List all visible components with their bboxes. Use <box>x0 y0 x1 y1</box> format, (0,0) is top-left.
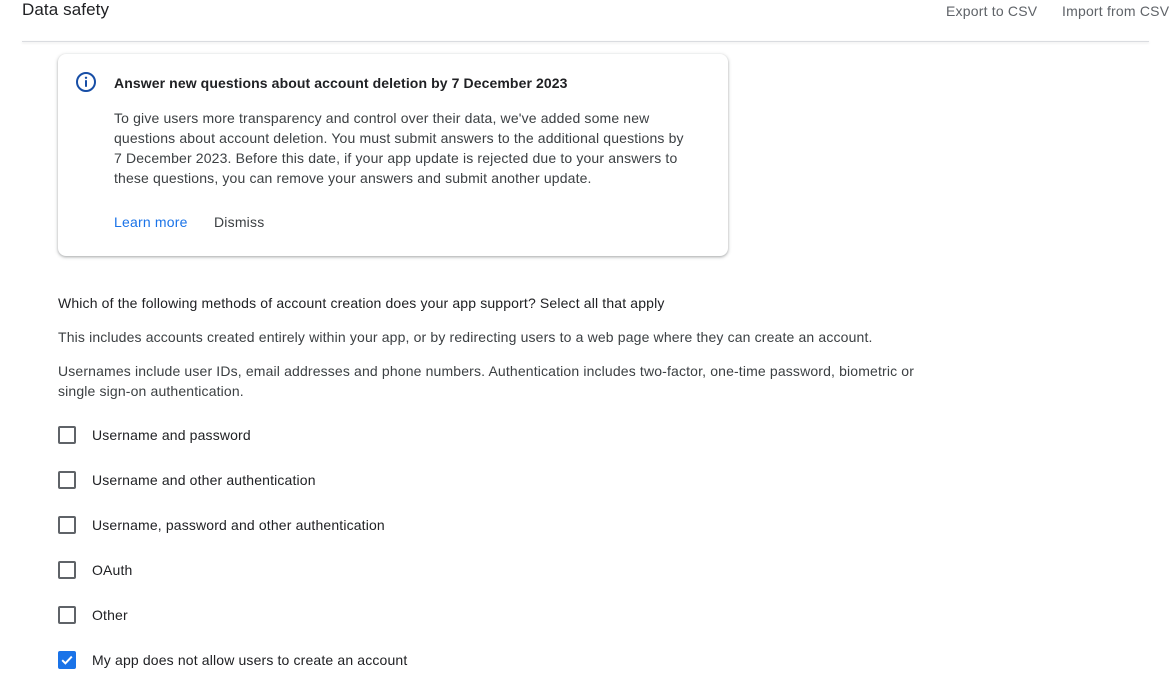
account-deletion-banner <box>58 54 728 256</box>
banner-title: Answer new questions about account deletion by 7 December 2023 <box>114 75 568 91</box>
option-label: Username, password and other authentication <box>92 517 385 533</box>
checkbox[interactable] <box>58 471 76 489</box>
export-csv-button[interactable]: Export to CSV <box>946 3 1038 19</box>
option-username-password[interactable] <box>58 423 251 447</box>
import-csv-button[interactable]: Import from CSV <box>1062 3 1169 19</box>
option-username-other-auth[interactable] <box>58 468 316 492</box>
option-other[interactable] <box>58 603 128 627</box>
checkbox[interactable] <box>58 606 76 624</box>
option-label: My app does not allow users to create an account <box>92 652 408 668</box>
option-label: Username and password <box>92 427 251 443</box>
account-creation-question: Which of the following methods of account creation does your app support? Select all that apply <box>58 295 665 311</box>
option-username-password-other-auth[interactable] <box>58 513 385 537</box>
checkbox[interactable] <box>58 516 76 534</box>
option-label: Username and other authentication <box>92 472 316 488</box>
dismiss-button[interactable]: Dismiss <box>214 214 265 230</box>
page-header <box>0 0 1169 42</box>
header-divider <box>22 41 1149 42</box>
checkbox[interactable] <box>58 426 76 444</box>
option-label: Other <box>92 607 128 623</box>
help-text-accounts: This includes accounts created entirely within your app, or by redirecting users to a web page where they can create an account. <box>58 329 873 345</box>
page-title: Data safety <box>22 0 110 19</box>
banner-body: To give users more transparency and control over their data, we've added some new questions about account deletion. You must submit answers to the additional questions by 7 December 2023. Before this date, if your app update is rejected due to your answers to these questions, you can remove your answers and submit another update. <box>114 110 684 186</box>
help-text-usernames: Usernames include user IDs, email addresses and phone numbers. Authentication includes two-factor, one-time password, biometric or single sign-on authentication. <box>58 363 915 399</box>
checkbox[interactable] <box>58 651 76 669</box>
option-no-account-creation[interactable] <box>58 648 407 672</box>
checkbox[interactable] <box>58 561 76 579</box>
checkmark-icon <box>60 653 74 667</box>
option-oauth[interactable] <box>58 558 132 582</box>
option-label: OAuth <box>92 562 133 578</box>
learn-more-link[interactable]: Learn more <box>114 214 188 230</box>
info-icon <box>75 71 97 93</box>
